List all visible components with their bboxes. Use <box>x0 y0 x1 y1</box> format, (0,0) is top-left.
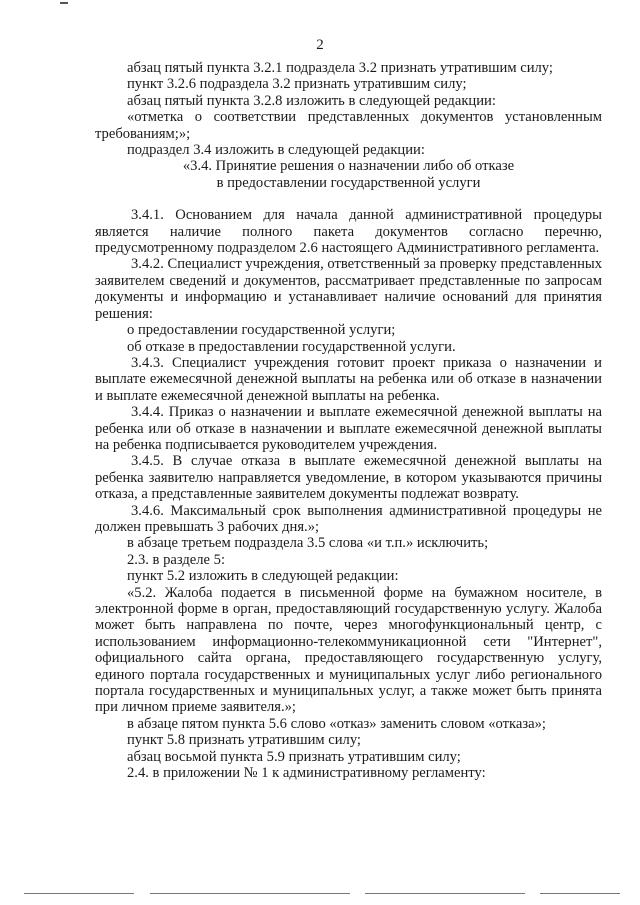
paragraph: абзац восьмой пункта 5.9 признать утратившим силу; <box>127 748 461 765</box>
scan-artifact <box>365 893 525 894</box>
document-body <box>95 60 602 781</box>
paragraph: пункт 5.8 признать утратившим силу; <box>127 732 361 749</box>
section-heading-line: «3.4. Принятие решения о назначении либо об отказе <box>182 158 515 175</box>
paragraph: абзац пятый пункта 3.2.8 изложить в следующей редакции: <box>127 92 496 109</box>
paragraph: 3.4.4. Приказ о назначении и выплате ежемесячной денежной выплаты на ребенка или об отказе в назначении и выплате ежемесячной денежной выплаты на ребенка подписывается руководителем учреждения. <box>95 404 602 453</box>
paragraph: 3.4.2. Специалист учреждения, ответственный за проверку представленных заявителем сведений и документов, рассматривает представленные по запросам документы и информацию и устанавливает наличие оснований для принятия решения: <box>95 256 602 322</box>
paragraph: пункт 5.2 изложить в следующей редакции: <box>127 568 399 585</box>
paragraph: абзац пятый пункта 3.2.1 подраздела 3.2 признать утратившим силу; <box>127 60 553 76</box>
scan-artifact <box>150 893 350 894</box>
paragraph: подраздел 3.4 изложить в следующей редакции: <box>127 142 425 159</box>
section-heading-line: в предоставлении государственной услуги <box>216 174 481 191</box>
paragraph: 3.4.6. Максимальный срок выполнения административной процедуры не должен превышать 3 рабочих дня.»; <box>95 502 602 535</box>
paragraph: в абзаце третьем подраздела 3.5 слова «и т.п.» исключить; <box>127 535 489 552</box>
paragraph: «отметка о соответствии представленных документов установленным требованиям;»; <box>95 109 602 142</box>
paragraph: 3.4.1. Основанием для начала данной административной процедуры является наличие полного пакета документов согласно перечню, предусмотренному подразделом 2.6 настоящего Административного регламента. <box>95 207 602 257</box>
scan-artifact <box>540 893 620 894</box>
paragraph: пункт 3.2.6 подраздела 3.2 признать утратившим силу; <box>127 76 467 93</box>
paragraph: 2.4. в приложении № 1 к административному регламенту: <box>127 765 486 782</box>
paragraph: о предоставлении государственной услуги; <box>127 322 396 339</box>
paragraph: об отказе в предоставлении государственной услуги. <box>127 338 456 355</box>
spacer <box>95 191 602 207</box>
scan-artifact <box>60 2 68 4</box>
paragraph: в абзаце пятом пункта 5.6 слово «отказ» заменить словом «отказа»; <box>127 715 546 732</box>
paragraph: 3.4.3. Специалист учреждения готовит проект приказа о назначении и выплате ежемесячной денежной выплаты на ребенка или об отказе в назначении и выплате ежемесячной денежной выплаты на ребенка. <box>95 354 602 404</box>
scan-artifact <box>24 893 134 894</box>
paragraph: «5.2. Жалоба подается в письменной форме на бумажном носителе, в электронной форме в орган, предоставляющий государственную услугу. Жалоба может быть направлена по почте, через многофункциональный центр, с использованием информационно-телекоммуникационной сети "Интернет", официального сайта органа, предоставляющего государственную услугу, единого портала государственных и муниципальных услуг либо регионального портала государственных и муниципальных услуг, а также может быть принята при личном приеме заявителя.»; <box>95 584 602 716</box>
paragraph: 3.4.5. В случае отказа в выплате ежемесячной денежной выплаты на ребенка заявителю направляется уведомление, в котором указываются причины отказа, а представленные заявителем документы подлежат возврату. <box>95 453 602 503</box>
paragraph: 2.3. в разделе 5: <box>127 551 226 568</box>
page-number: 2 <box>316 37 324 53</box>
